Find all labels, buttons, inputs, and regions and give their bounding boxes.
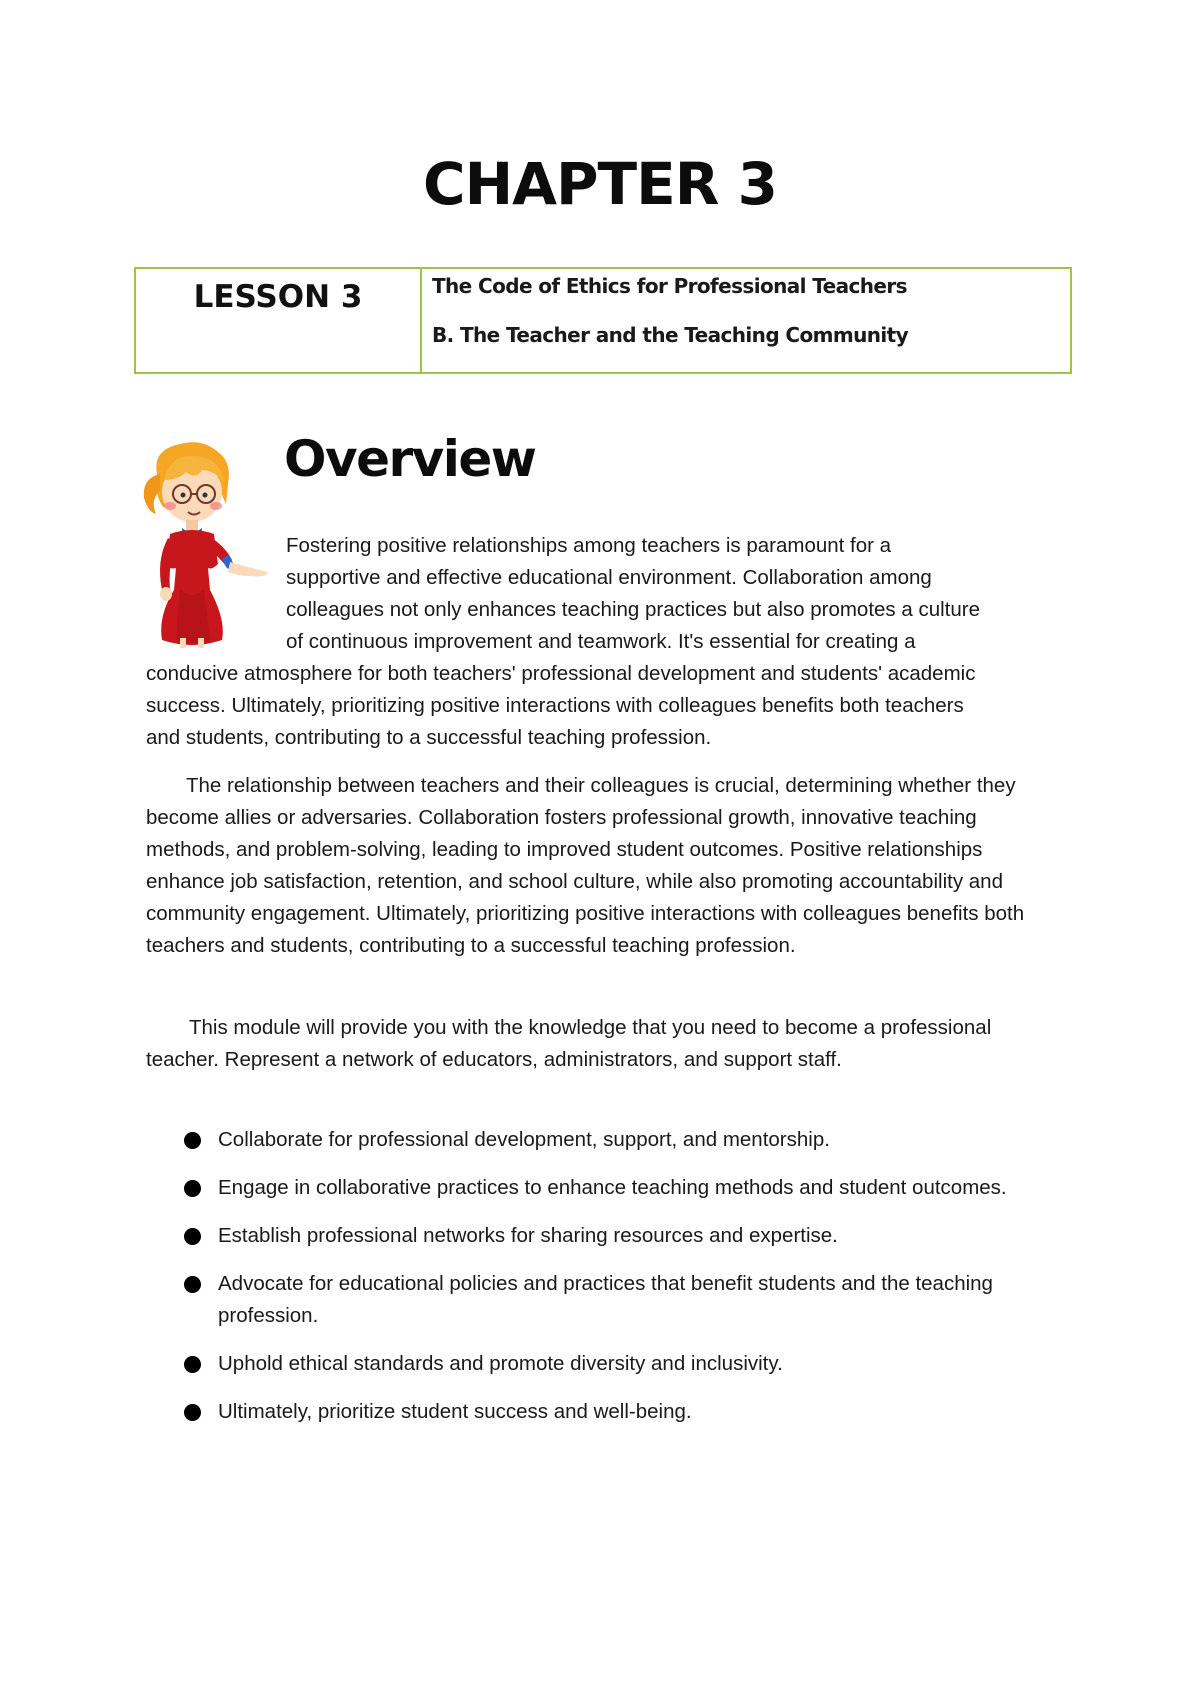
filled-circle-bullet-icon <box>184 1276 201 1293</box>
paragraph-line: colleagues not only enhances teaching practices but also promotes a culture <box>286 598 981 621</box>
paragraph-line: supportive and effective educational environment. Collaboration among <box>286 566 932 589</box>
list-item-text: Establish professional networks for sharing resources and expertise. <box>218 1224 838 1247</box>
paragraph-line: Fostering positive relationships among teachers is paramount for a <box>286 534 892 557</box>
paragraph-line: of continuous improvement and teamwork. It's essential for creating a <box>286 630 916 653</box>
list-item <box>146 1124 1066 1156</box>
paragraph-line: conducive atmosphere for both teachers' professional development and students' academic <box>146 662 976 685</box>
lesson-header-table <box>134 267 1072 374</box>
list-item <box>146 1396 1066 1428</box>
filled-circle-bullet-icon <box>184 1404 201 1421</box>
filled-circle-bullet-icon <box>184 1180 201 1197</box>
lesson-label: LESSON 3 <box>193 279 363 315</box>
list-item-text: Advocate for educational policies and practices that benefit students and the teaching profession. <box>218 1272 993 1327</box>
list-item-text: Engage in collaborative practices to enhance teaching methods and student outcomes. <box>218 1176 1007 1199</box>
objectives-list <box>146 1124 1066 1444</box>
filled-circle-bullet-icon <box>184 1228 201 1245</box>
overview-paragraph-2: The relationship between teachers and their colleagues is crucial, determining whether they become allies or adversaries. Collaboration fosters professional growth, innovative teaching methods, and problem-solving, leading to improved student outcomes. Positive relationships enhance job satisfaction, retention, and school culture, while also promoting accountability and community engagement. Ultimately, prioritizing positive interactions with colleagues benefits both teachers and students, contributing to a successful teaching profession. <box>146 774 1025 957</box>
list-item-text: Collaborate for professional development, support, and mentorship. <box>218 1128 830 1151</box>
list-item <box>146 1348 1066 1380</box>
lesson-subtitle: B. The Teacher and the Teaching Community <box>432 323 909 347</box>
list-item <box>146 1172 1066 1204</box>
list-item-text: Ultimately, prioritize student success and well-being. <box>218 1400 692 1423</box>
overview-paragraph-3: This module will provide you with the knowledge that you need to become a professional teacher. Represent a network of educators, administrators, and support staff. <box>146 1016 992 1071</box>
list-item-text: Uphold ethical standards and promote diversity and inclusivity. <box>218 1352 783 1375</box>
list-item <box>146 1268 1066 1332</box>
lesson-title-cell <box>422 269 1070 372</box>
list-item <box>146 1220 1066 1252</box>
chapter-title: CHAPTER 3 <box>423 150 777 218</box>
filled-circle-bullet-icon <box>184 1356 201 1373</box>
lesson-label-cell <box>136 269 422 372</box>
overview-paragraph-1 <box>146 530 1066 754</box>
lesson-title: The Code of Ethics for Professional Teachers <box>432 274 907 298</box>
paragraph-line: success. Ultimately, prioritizing positive interactions with colleagues benefits both teachers <box>146 694 964 717</box>
filled-circle-bullet-icon <box>184 1132 201 1149</box>
overview-heading: Overview <box>284 430 536 488</box>
paragraph-line: and students, contributing to a successful teaching profession. <box>146 726 712 749</box>
